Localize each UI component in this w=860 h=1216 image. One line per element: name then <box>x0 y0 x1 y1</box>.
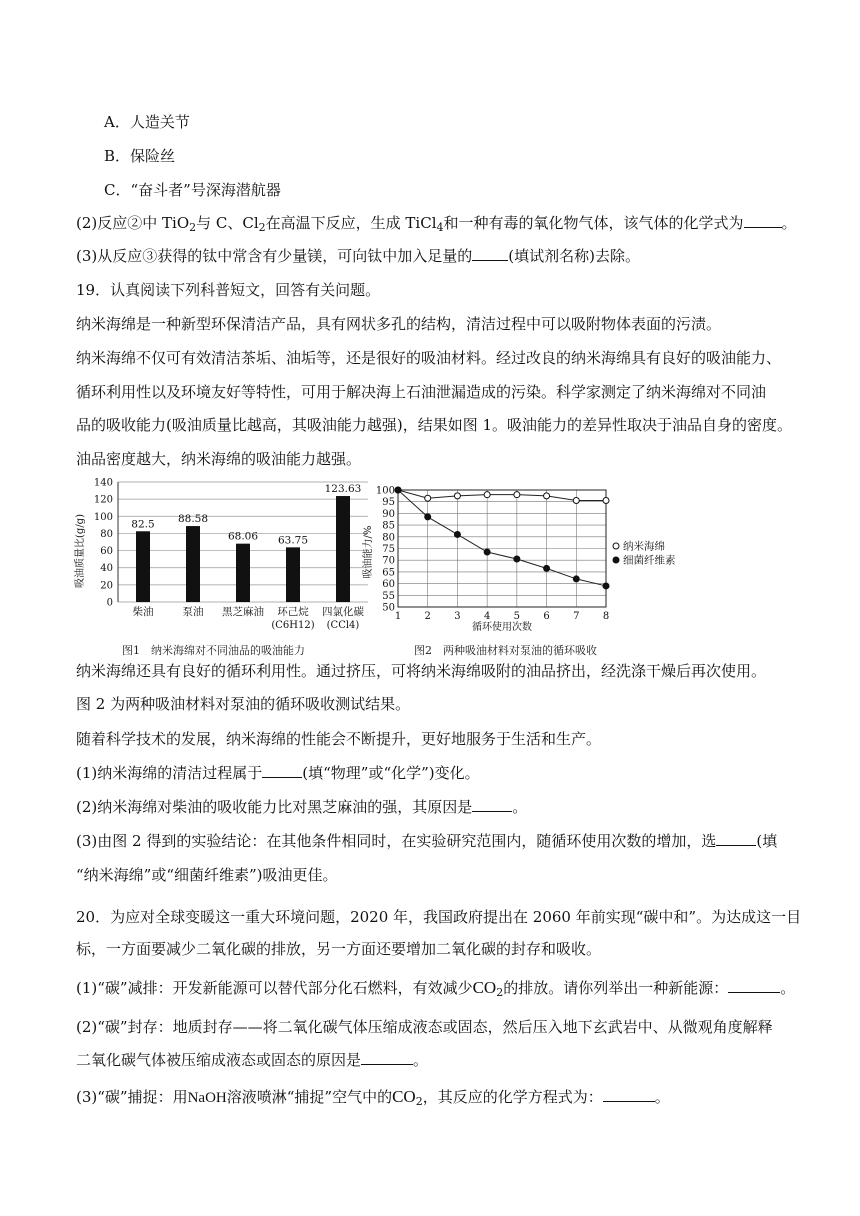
category-label: 泵油 <box>182 606 204 618</box>
paragraph-1: 纳米海绵是一种新型环保清洁产品，具有网状多孔的结构，清洁过程中可以吸附物体表面的污渍。 <box>76 315 722 333</box>
data-point <box>514 556 520 562</box>
paragraph-2-line-3: 品的吸收能力(吸油质量比越高，其吸油能力越强)，结果如图 1。吸油能力的差异性取决于油品自身的密度。 <box>76 416 793 434</box>
chart2-xlabel: 循环使用次数 <box>472 622 532 633</box>
data-point <box>603 498 609 504</box>
x-tick-label: 8 <box>602 611 610 622</box>
q2-text-b: 与 C、Cl <box>196 214 259 232</box>
answer-blank[interactable] <box>716 831 756 846</box>
category-note: (C6H12) <box>271 620 315 631</box>
data-label: 88.58 <box>177 513 209 526</box>
legend-label: 纳米海绵 <box>623 540 665 553</box>
q3-text-b: (填试剂名称)去除。 <box>508 247 640 265</box>
data-label: 123.63 <box>324 483 362 496</box>
y-tick-label: 60 <box>382 579 395 591</box>
legend-marker <box>613 543 619 549</box>
chart1-ylabel: 吸油质量比(g/g) <box>75 514 86 588</box>
sub-question-3 <box>76 831 777 851</box>
y-tick-label: 40 <box>100 563 113 575</box>
s2-text-b: 。 <box>512 798 528 816</box>
category-note: (CCl4) <box>326 620 360 631</box>
x-tick-label: 7 <box>573 611 580 622</box>
question-19-title: 19．认真阅读下列科普短文，回答有关问题。 <box>76 281 381 299</box>
paragraph-4: 随着科学技术的发展，纳米海绵的性能会不断提升，更好地服务于生活和生产。 <box>76 730 602 748</box>
q20-sub-2-line-1: (2)“碳”封存：地质封存——将二氧化碳气体压缩成液态或固态，然后压入地下玄武岩中、从微观角度解释 <box>76 1018 773 1036</box>
q2-text-e: 。 <box>781 214 797 232</box>
y-tick-label: 70 <box>382 555 395 567</box>
data-point <box>395 487 401 493</box>
t3-text-a: (3)“碳”捕捉：用 <box>76 1088 188 1106</box>
paragraph-2-line-1: 纳米海绵不仅可有效清洁茶垢、油垢等，还是很好的吸油材料。经过改良的纳米海绵具有良好的吸油能力、 <box>76 349 782 367</box>
question-20-line-1: 20．为应对全球变暖这一重大环境问题，2020 年，我国政府提出在 2060 年前实现“碳中和”。为达成这一目 <box>76 908 802 926</box>
subscript: 2 <box>496 986 504 999</box>
y-tick-label: 80 <box>382 532 395 544</box>
y-tick-label: 50 <box>382 602 395 614</box>
s1-text-a: (1)纳米海绵的清洁过程属于 <box>76 764 263 782</box>
answer-blank[interactable] <box>361 1050 413 1065</box>
legend-marker <box>613 557 619 563</box>
data-point <box>573 498 579 504</box>
category-label: 环己烷 <box>277 606 309 618</box>
y-tick-label: 100 <box>375 485 395 497</box>
data-label: 63.75 <box>277 534 309 547</box>
sub-question-1 <box>76 763 480 783</box>
figure-1-bar-chart <box>72 476 372 636</box>
q2-text-d: 和一种有毒的氧化物气体，该气体的化学式为 <box>443 214 744 232</box>
data-point <box>514 492 520 498</box>
answer-blank[interactable] <box>472 797 512 812</box>
subscript: 2 <box>258 221 266 234</box>
paragraph-2-line-2: 循环利用性以及环境友好等特性，可用于解决海上石油泄漏造成的污染。科学家测定了纳米海绵对不同油 <box>76 383 767 401</box>
bar <box>336 496 350 602</box>
category-label: 黑芝麻油 <box>222 606 264 618</box>
y-tick-label: 65 <box>382 567 395 579</box>
question-3-line <box>76 246 640 266</box>
option-b: B．保险丝 <box>104 147 176 165</box>
t1-text-a: (1)“碳”减排：开发新能源可以替代部分化石燃料，有效减少 <box>76 979 473 997</box>
answer-blank[interactable] <box>603 1087 655 1102</box>
y-tick-label: 75 <box>382 544 395 555</box>
t3-text-f: 。 <box>654 1088 670 1106</box>
bar <box>236 544 250 602</box>
y-tick-label: 20 <box>100 580 113 592</box>
t1-text-d: 。 <box>780 979 796 997</box>
data-point <box>484 492 490 498</box>
q2-text-c: 在高温下反应，生成 TiCl <box>265 214 437 232</box>
x-tick-label: 4 <box>483 611 491 622</box>
option-c: C．“奋斗者”号深海潜航器 <box>104 181 281 199</box>
data-point <box>544 493 550 499</box>
s3-text-a: (3)由图 2 得到的实验结论：在其他条件相同时，在实验研究范围内，随循环使用次数的增加，选 <box>76 832 717 850</box>
option-a: A．人造关节 <box>104 113 190 131</box>
s2-text-a: (2)纳米海绵对柴油的吸收能力比对黑芝麻油的强，其原因是 <box>76 798 473 816</box>
s1-text-b: (填“物理”或“化学”)变化。 <box>302 764 480 782</box>
q20-sub-2-line-2 <box>76 1050 428 1070</box>
subscript: 4 <box>436 221 444 234</box>
x-tick-label: 3 <box>454 611 461 622</box>
bar <box>186 526 200 602</box>
question-20-line-2: 标，一方面要减少二氧化碳的排放，另一方面还要增加二氧化碳的封存和吸收。 <box>76 940 602 958</box>
subscript: 2 <box>415 1095 423 1108</box>
y-tick-label: 95 <box>382 497 395 509</box>
y-tick-label: 140 <box>93 477 113 489</box>
series-line <box>398 490 606 586</box>
answer-blank[interactable] <box>472 246 508 261</box>
t3-co2: CO <box>392 1087 416 1106</box>
t1-co2: CO <box>472 978 497 997</box>
answer-blank[interactable] <box>744 213 782 228</box>
sub-question-3-cont: “纳米海绵”或“细菌纤维素”)吸油更佳。 <box>76 866 338 884</box>
q2-text-a: (2)反应②中 TiO <box>76 214 190 232</box>
bar <box>136 531 150 602</box>
legend-label: 细菌纤维素 <box>623 554 676 567</box>
category-label: 柴油 <box>132 606 154 618</box>
paragraph-3-line-2: 图 2 为两种吸油材料对泵油的循环吸收测试结果。 <box>76 695 411 713</box>
y-tick-label: 80 <box>100 528 113 540</box>
answer-blank[interactable] <box>262 763 302 778</box>
data-point <box>425 514 431 520</box>
figure-2-line-chart <box>360 484 690 636</box>
q20-sub-3 <box>76 1087 670 1112</box>
paragraph-3-line-1: 纳米海绵还具有良好的循环利用性。通过挤压，可将纳米海绵吸附的油品挤出，经洗涤干燥后再次使用。 <box>76 662 767 680</box>
figure-2-caption: 图2 两种吸油材料对泵油的循环吸收 <box>414 644 597 657</box>
t2-text-b: 二氧化碳气体被压缩成液态或固态的原因是 <box>76 1051 362 1069</box>
data-point <box>603 583 609 589</box>
x-tick-label: 2 <box>424 611 431 622</box>
y-tick-label: 55 <box>382 590 395 602</box>
data-label: 82.5 <box>131 518 155 531</box>
y-tick-label: 85 <box>382 520 395 532</box>
y-tick-label: 60 <box>100 546 113 558</box>
figure-1-caption: 图1 纳米海绵对不同油品的吸油能力 <box>122 644 305 657</box>
data-point <box>484 549 490 555</box>
answer-blank[interactable] <box>728 978 780 993</box>
question-2-line <box>76 213 797 238</box>
t1-text-c: 的排放。请你列举出一种新能源： <box>503 979 729 997</box>
t3-text-c: 溶液喷淋“捕捉”空气中的 <box>226 1088 393 1106</box>
subscript: 2 <box>189 221 197 234</box>
data-point <box>573 576 579 582</box>
bar <box>286 547 300 602</box>
y-tick-label: 0 <box>106 597 113 609</box>
sub-question-2 <box>76 797 527 817</box>
data-point <box>454 531 460 537</box>
t3-text-e: ，其反应的化学方程式为： <box>422 1088 603 1106</box>
data-point <box>544 565 550 571</box>
data-point <box>425 495 431 501</box>
s3-text-b: (填 <box>756 832 778 850</box>
x-tick-label: 6 <box>543 611 550 622</box>
x-tick-label: 5 <box>513 611 521 622</box>
category-label: 四氯化碳 <box>322 606 364 618</box>
t2-text-c: 。 <box>413 1051 429 1069</box>
y-tick-label: 120 <box>93 494 113 506</box>
x-tick-label: 1 <box>394 611 402 622</box>
paragraph-2-line-4: 油品密度越大，纳米海绵的吸油能力越强。 <box>76 450 362 468</box>
q20-sub-1 <box>76 978 795 1003</box>
chart2-ylabel: 吸油能力/% <box>363 525 374 579</box>
y-tick-label: 100 <box>93 511 113 523</box>
data-point <box>454 493 460 499</box>
q3-text-a: (3)从反应③获得的钛中常含有少量镁，可向钛中加入足量的 <box>76 247 473 265</box>
data-label: 68.06 <box>227 530 259 543</box>
t3-naoh: NaOH <box>187 1090 227 1106</box>
y-tick-label: 90 <box>382 508 395 520</box>
